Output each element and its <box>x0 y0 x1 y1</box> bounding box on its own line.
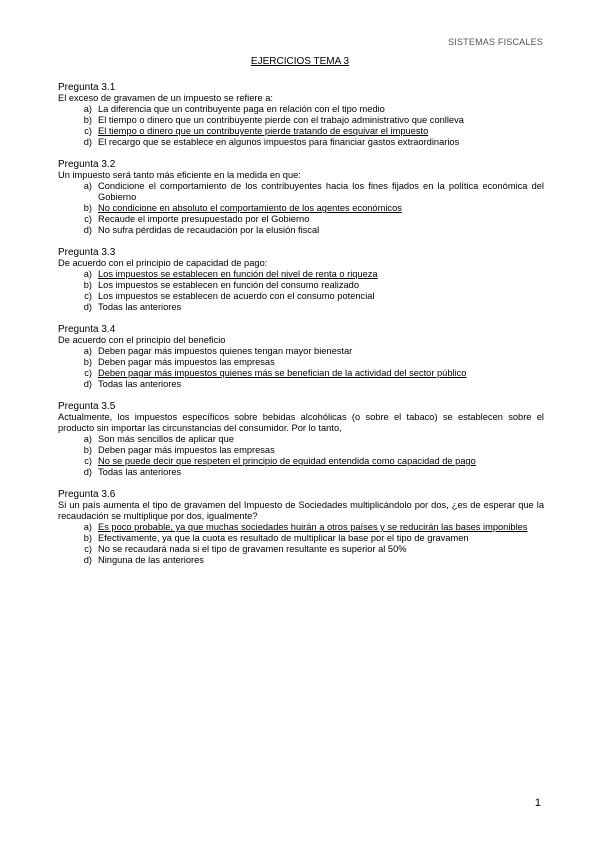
running-header: SISTEMAS FISCALES <box>448 37 543 47</box>
option-text: El recargo que se establece en algunos impuestos para financiar gastos extraordinarios <box>98 137 460 147</box>
question-title: Pregunta 3.1 <box>58 82 116 93</box>
option-correct <box>58 456 544 467</box>
option-text: Ninguna de las anteriores <box>98 555 204 565</box>
option-text: Deben pagar más impuestos quienes más se benefician de la actividad del sector público <box>98 368 467 378</box>
option-label: c) <box>84 291 92 301</box>
question-stem: De acuerdo con el principio de capacidad de pago: <box>58 258 268 268</box>
option-label: a) <box>83 522 92 532</box>
option-text: Todas las anteriores <box>98 379 182 389</box>
question-stem: Actualmente, los impuestos específicos sobre bebidas alcohólicas (o sobre el tabaco) se establecen sobre el producto sin importar las circunstancias del consumidor. Por lo tanto, <box>58 412 544 433</box>
question-title: Pregunta 3.5 <box>58 401 116 412</box>
option-text: No sufra pérdidas de recaudación por la elusión fiscal <box>98 225 320 235</box>
option-text: Los impuestos se establecen en función del nivel de renta o riqueza <box>98 269 378 279</box>
question <box>58 247 544 313</box>
option <box>58 555 544 566</box>
option <box>58 104 544 115</box>
option-text: Deben pagar más impuestos las empresas <box>98 357 275 367</box>
option-correct <box>58 203 544 214</box>
option-text: El tiempo o dinero que un contribuyente pierde tratando de esquivar el impuesto <box>98 126 429 136</box>
option-text: Los impuestos se establecen en función del consumo realizado <box>98 280 359 290</box>
option-label: b) <box>83 445 92 455</box>
option <box>58 137 544 148</box>
option-label: b) <box>83 203 92 213</box>
option-label: b) <box>83 115 92 125</box>
option-label: b) <box>83 280 92 290</box>
option-text: No se puede decir que respeten el principio de equidad entendida como capacidad de pago <box>98 456 476 466</box>
option <box>58 533 544 544</box>
questions-list <box>58 82 544 577</box>
option-text: Deben pagar más impuestos quienes tengan mayor bienestar <box>98 346 353 356</box>
option-label: b) <box>83 357 92 367</box>
option <box>58 445 544 456</box>
question <box>58 401 544 478</box>
option-text: Condicione el comportamiento de los contribuyentes hacia los fines fijados en la política económica del Gobierno <box>98 181 544 202</box>
question-title: Pregunta 3.3 <box>58 247 116 258</box>
option-label: c) <box>84 126 92 136</box>
option-label: b) <box>83 533 92 543</box>
option-label: d) <box>83 555 92 565</box>
question <box>58 82 544 148</box>
option-text: El tiempo o dinero que un contribuyente pierde con el trabajo administrativo que conlleva <box>98 115 464 125</box>
options-list <box>58 181 544 236</box>
option-label: c) <box>84 214 92 224</box>
option-label: d) <box>83 467 92 477</box>
option-text: No se recaudará nada si el tipo de gravamen resultante es superior al 50% <box>98 544 407 554</box>
option <box>58 214 544 225</box>
option <box>58 115 544 126</box>
question-stem: El exceso de gravamen de un impuesto se refiere a: <box>58 93 273 103</box>
options-list <box>58 346 544 390</box>
question-stem: Un impuesto será tanto más eficiente en la medida en que: <box>58 170 301 180</box>
option-correct <box>58 368 544 379</box>
question-stem: De acuerdo con el principio del beneficio <box>58 335 226 345</box>
option <box>58 181 544 203</box>
option-text: Son más sencillos de aplicar que <box>98 434 234 444</box>
option-text: Recaude el importe presupuestado por el Gobierno <box>98 214 310 224</box>
option-label: d) <box>83 137 92 147</box>
option-text: Todas las anteriores <box>98 467 182 477</box>
option-label: a) <box>83 346 92 356</box>
question <box>58 489 544 566</box>
question-title: Pregunta 3.2 <box>58 159 116 170</box>
option-label: a) <box>83 269 92 279</box>
options-list <box>58 269 544 313</box>
option <box>58 225 544 236</box>
options-list <box>58 104 544 148</box>
option-text: No condicione en absoluto el comportamiento de los agentes económicos <box>98 203 402 213</box>
question <box>58 324 544 390</box>
option <box>58 434 544 445</box>
option-text: Deben pagar más impuestos las empresas <box>98 445 275 455</box>
document-title: EJERCICIOS TEMA 3 <box>250 56 350 67</box>
option-label: a) <box>83 181 92 191</box>
option-text: La diferencia que un contribuyente paga en relación con el tipo medio <box>98 104 385 114</box>
option-correct <box>58 522 544 533</box>
options-list <box>58 434 544 478</box>
option <box>58 467 544 478</box>
option <box>58 280 544 291</box>
option-correct <box>58 269 544 280</box>
option-label: a) <box>83 104 92 114</box>
option-label: a) <box>83 434 92 444</box>
option-label: c) <box>84 456 92 466</box>
option-text: Los impuestos se establecen de acuerdo con el consumo potencial <box>98 291 375 301</box>
option-label: d) <box>83 225 92 235</box>
option-text: Efectivamente, ya que la cuota es resultado de multiplicar la base por el tipo de gravamen <box>98 533 469 543</box>
option-text: Es poco probable, ya que muchas sociedades huirán a otros países y se reducirán las bases imponibles <box>98 522 528 532</box>
options-list <box>58 522 544 566</box>
option <box>58 357 544 368</box>
question <box>58 159 544 236</box>
option-label: c) <box>84 368 92 378</box>
option-text: Todas las anteriores <box>98 302 182 312</box>
option <box>58 291 544 302</box>
option <box>58 302 544 313</box>
option <box>58 346 544 357</box>
option-label: d) <box>83 302 92 312</box>
question-stem: Si un país aumenta el tipo de gravamen del Impuesto de Sociedades multiplicándolo por dos, ¿es de esperar que la recaudación se multiplique por dos, igualmente? <box>58 500 544 521</box>
option <box>58 544 544 555</box>
question-title: Pregunta 3.4 <box>58 324 116 335</box>
option <box>58 379 544 390</box>
option-correct <box>58 126 544 137</box>
option-label: d) <box>83 379 92 389</box>
question-title: Pregunta 3.6 <box>58 489 116 500</box>
page-number: 1 <box>534 797 541 809</box>
option-label: c) <box>84 544 92 554</box>
